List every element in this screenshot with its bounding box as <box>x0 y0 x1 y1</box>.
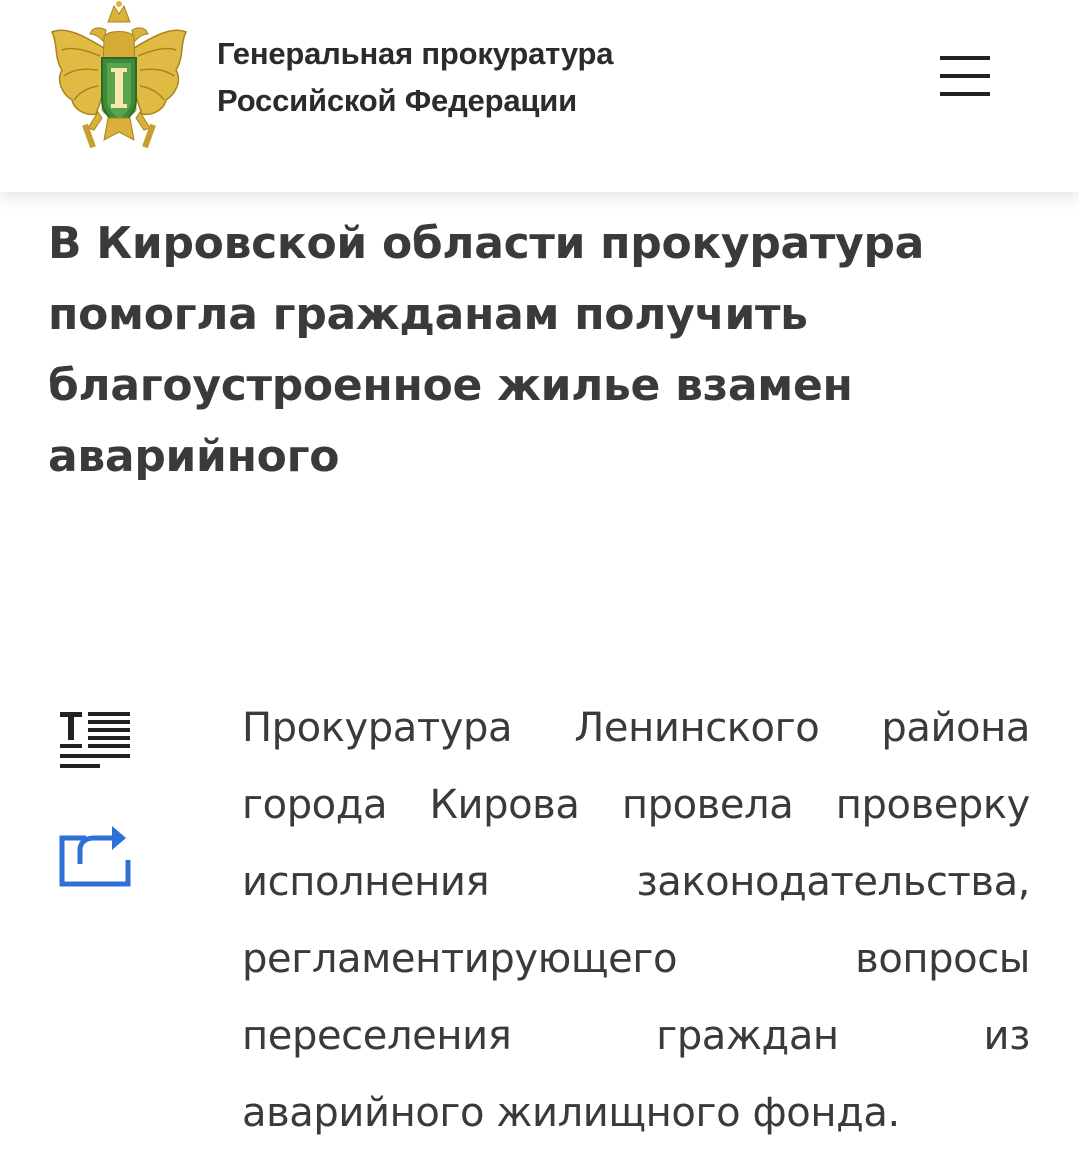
article-word: провела <box>621 782 794 828</box>
article-body-line <box>242 844 1030 921</box>
organization-name[interactable] <box>217 30 613 124</box>
article-word: Прокуратура <box>242 705 513 751</box>
share-icon <box>56 818 136 890</box>
article-word: регламентирующего <box>242 936 678 982</box>
article-body-line <box>242 690 1030 767</box>
article-word: города <box>242 782 388 828</box>
article-tools <box>56 706 140 896</box>
organization-name-line-2: Российской Федерации <box>217 83 577 118</box>
article-word: Ленинского <box>574 705 820 751</box>
share-button[interactable] <box>56 818 136 890</box>
article-body-line <box>242 1075 1030 1152</box>
article-word: исполнения <box>242 859 490 905</box>
article-title-line: помогла гражданам получить <box>48 289 808 340</box>
article-word: аварийного жилищного фонда. <box>242 1090 900 1136</box>
article-word: проверку <box>835 782 1030 828</box>
article-word: района <box>881 705 1030 751</box>
article-body <box>242 690 1030 1152</box>
text-size-button[interactable] <box>56 706 134 778</box>
article-body-line <box>242 921 1030 998</box>
article-word: законодательства, <box>636 859 1030 905</box>
organization-name-line-1: Генеральная прокуратура <box>217 36 614 71</box>
menu-button[interactable] <box>934 50 996 106</box>
article-body-line <box>242 998 1030 1075</box>
article-word: вопросы <box>855 936 1030 982</box>
double-headed-eagle-emblem-icon[interactable] <box>44 0 194 156</box>
text-size-icon <box>56 706 134 778</box>
article-body-line <box>242 767 1030 844</box>
article-word: из <box>983 1013 1030 1059</box>
article-word: граждан <box>656 1013 839 1059</box>
article-title <box>48 208 1038 492</box>
article-title-line: аварийного <box>48 431 340 482</box>
article-word: переселения <box>242 1013 512 1059</box>
article-word: Кирова <box>429 782 580 828</box>
article-title-line: В Кировской области прокуратура <box>48 218 925 269</box>
site-header <box>0 0 1079 192</box>
article-title-line: благоустроенное жилье взамен <box>48 360 853 411</box>
